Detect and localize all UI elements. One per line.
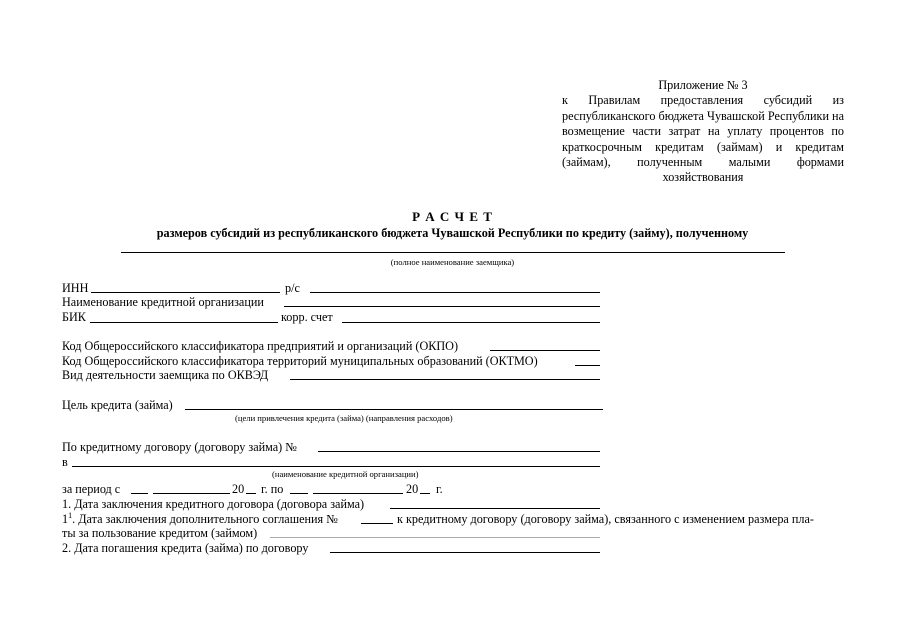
period-to-day-field[interactable] (290, 493, 308, 494)
contract-label: По кредитному договору (договору займа) № (62, 440, 297, 454)
document-title: Р А С Ч Е Т (412, 209, 493, 224)
okpo-field[interactable] (490, 350, 600, 351)
bank-name-label: Наименование кредитной организации (62, 295, 264, 309)
item1a-tail: к кредитному договору (договору займа), связанного с изменением размера пла- (397, 512, 814, 526)
purpose-field[interactable] (185, 409, 603, 410)
purpose-label: Цель кредита (займа) (62, 398, 173, 412)
corr-label: корр. счет (281, 310, 333, 324)
period-to-label: г. по (261, 482, 284, 496)
bik-label: БИК (62, 310, 86, 324)
period-label: за период с (62, 482, 121, 496)
appendix-text: к Правилам предоставления субсидий из республиканского бюджета Чувашской Республики на возмещение части затрат на уплату процентов по краткосрочным кредитам (займам) и кредитам (займам), полученным малыми формами хозяйствования (562, 93, 844, 185)
item1-field[interactable] (390, 508, 600, 509)
item1a-label: $1^1$. Дата заключения дополнительного соглашения № (62, 510, 338, 526)
inn-label: ИНН (62, 281, 89, 295)
item2-field[interactable] (330, 552, 600, 553)
okpo-label: Код Общероссийского классификатора предприятий и организаций (ОКПО) (62, 339, 459, 353)
rs-field[interactable] (310, 292, 600, 293)
bik-field[interactable] (90, 322, 278, 323)
borrower-name-caption: (полное наименование заемщика) (390, 257, 515, 267)
period-from-year-field[interactable] (246, 493, 256, 494)
in-label: в (62, 455, 68, 469)
okved-field[interactable] (290, 379, 600, 380)
period-from-day-field[interactable] (131, 493, 148, 494)
document-subtitle: размеров субсидий из республиканского бюджета Чувашской Республики по кредиту (займу), полученному (156, 226, 749, 240)
inn-field[interactable] (91, 292, 280, 293)
rs-label: р/с (285, 281, 300, 295)
period-end-label: г. (436, 482, 443, 496)
item1-label: 1. Дата заключения кредитного договора (договора займа) (62, 497, 365, 511)
item1a-date-field[interactable] (270, 537, 600, 538)
oktmo-label: Код Общероссийского классификатора территорий муниципальных образований (ОКТМО) (62, 354, 538, 368)
appendix-heading: Приложение № 3 (658, 78, 748, 92)
item1a-line2: ты за пользование кредитом (займом) (62, 526, 258, 540)
item1a-number-field[interactable] (361, 523, 393, 524)
item2-label: 2. Дата погашения кредита (займа) по договору (62, 541, 309, 555)
bank-name-field[interactable] (284, 306, 600, 307)
bank-field[interactable] (72, 466, 600, 467)
period-to-month-field[interactable] (313, 493, 403, 494)
contract-number-field[interactable] (318, 451, 600, 452)
purpose-caption: (цели привлечения кредита (займа) (направления расходов) (235, 413, 453, 423)
bank-caption: (наименование кредитной организации) (272, 469, 419, 479)
corr-field[interactable] (342, 322, 600, 323)
period-to-year-field[interactable] (420, 493, 430, 494)
borrower-name-line[interactable] (121, 252, 785, 253)
okved-label: Вид деятельности заемщика по ОКВЭД (62, 368, 269, 382)
period-year-prefix-a: 20 (232, 482, 245, 496)
oktmo-field[interactable] (575, 365, 600, 366)
period-from-month-field[interactable] (153, 493, 230, 494)
period-year-prefix-b: 20 (406, 482, 419, 496)
appendix-block (562, 78, 844, 186)
